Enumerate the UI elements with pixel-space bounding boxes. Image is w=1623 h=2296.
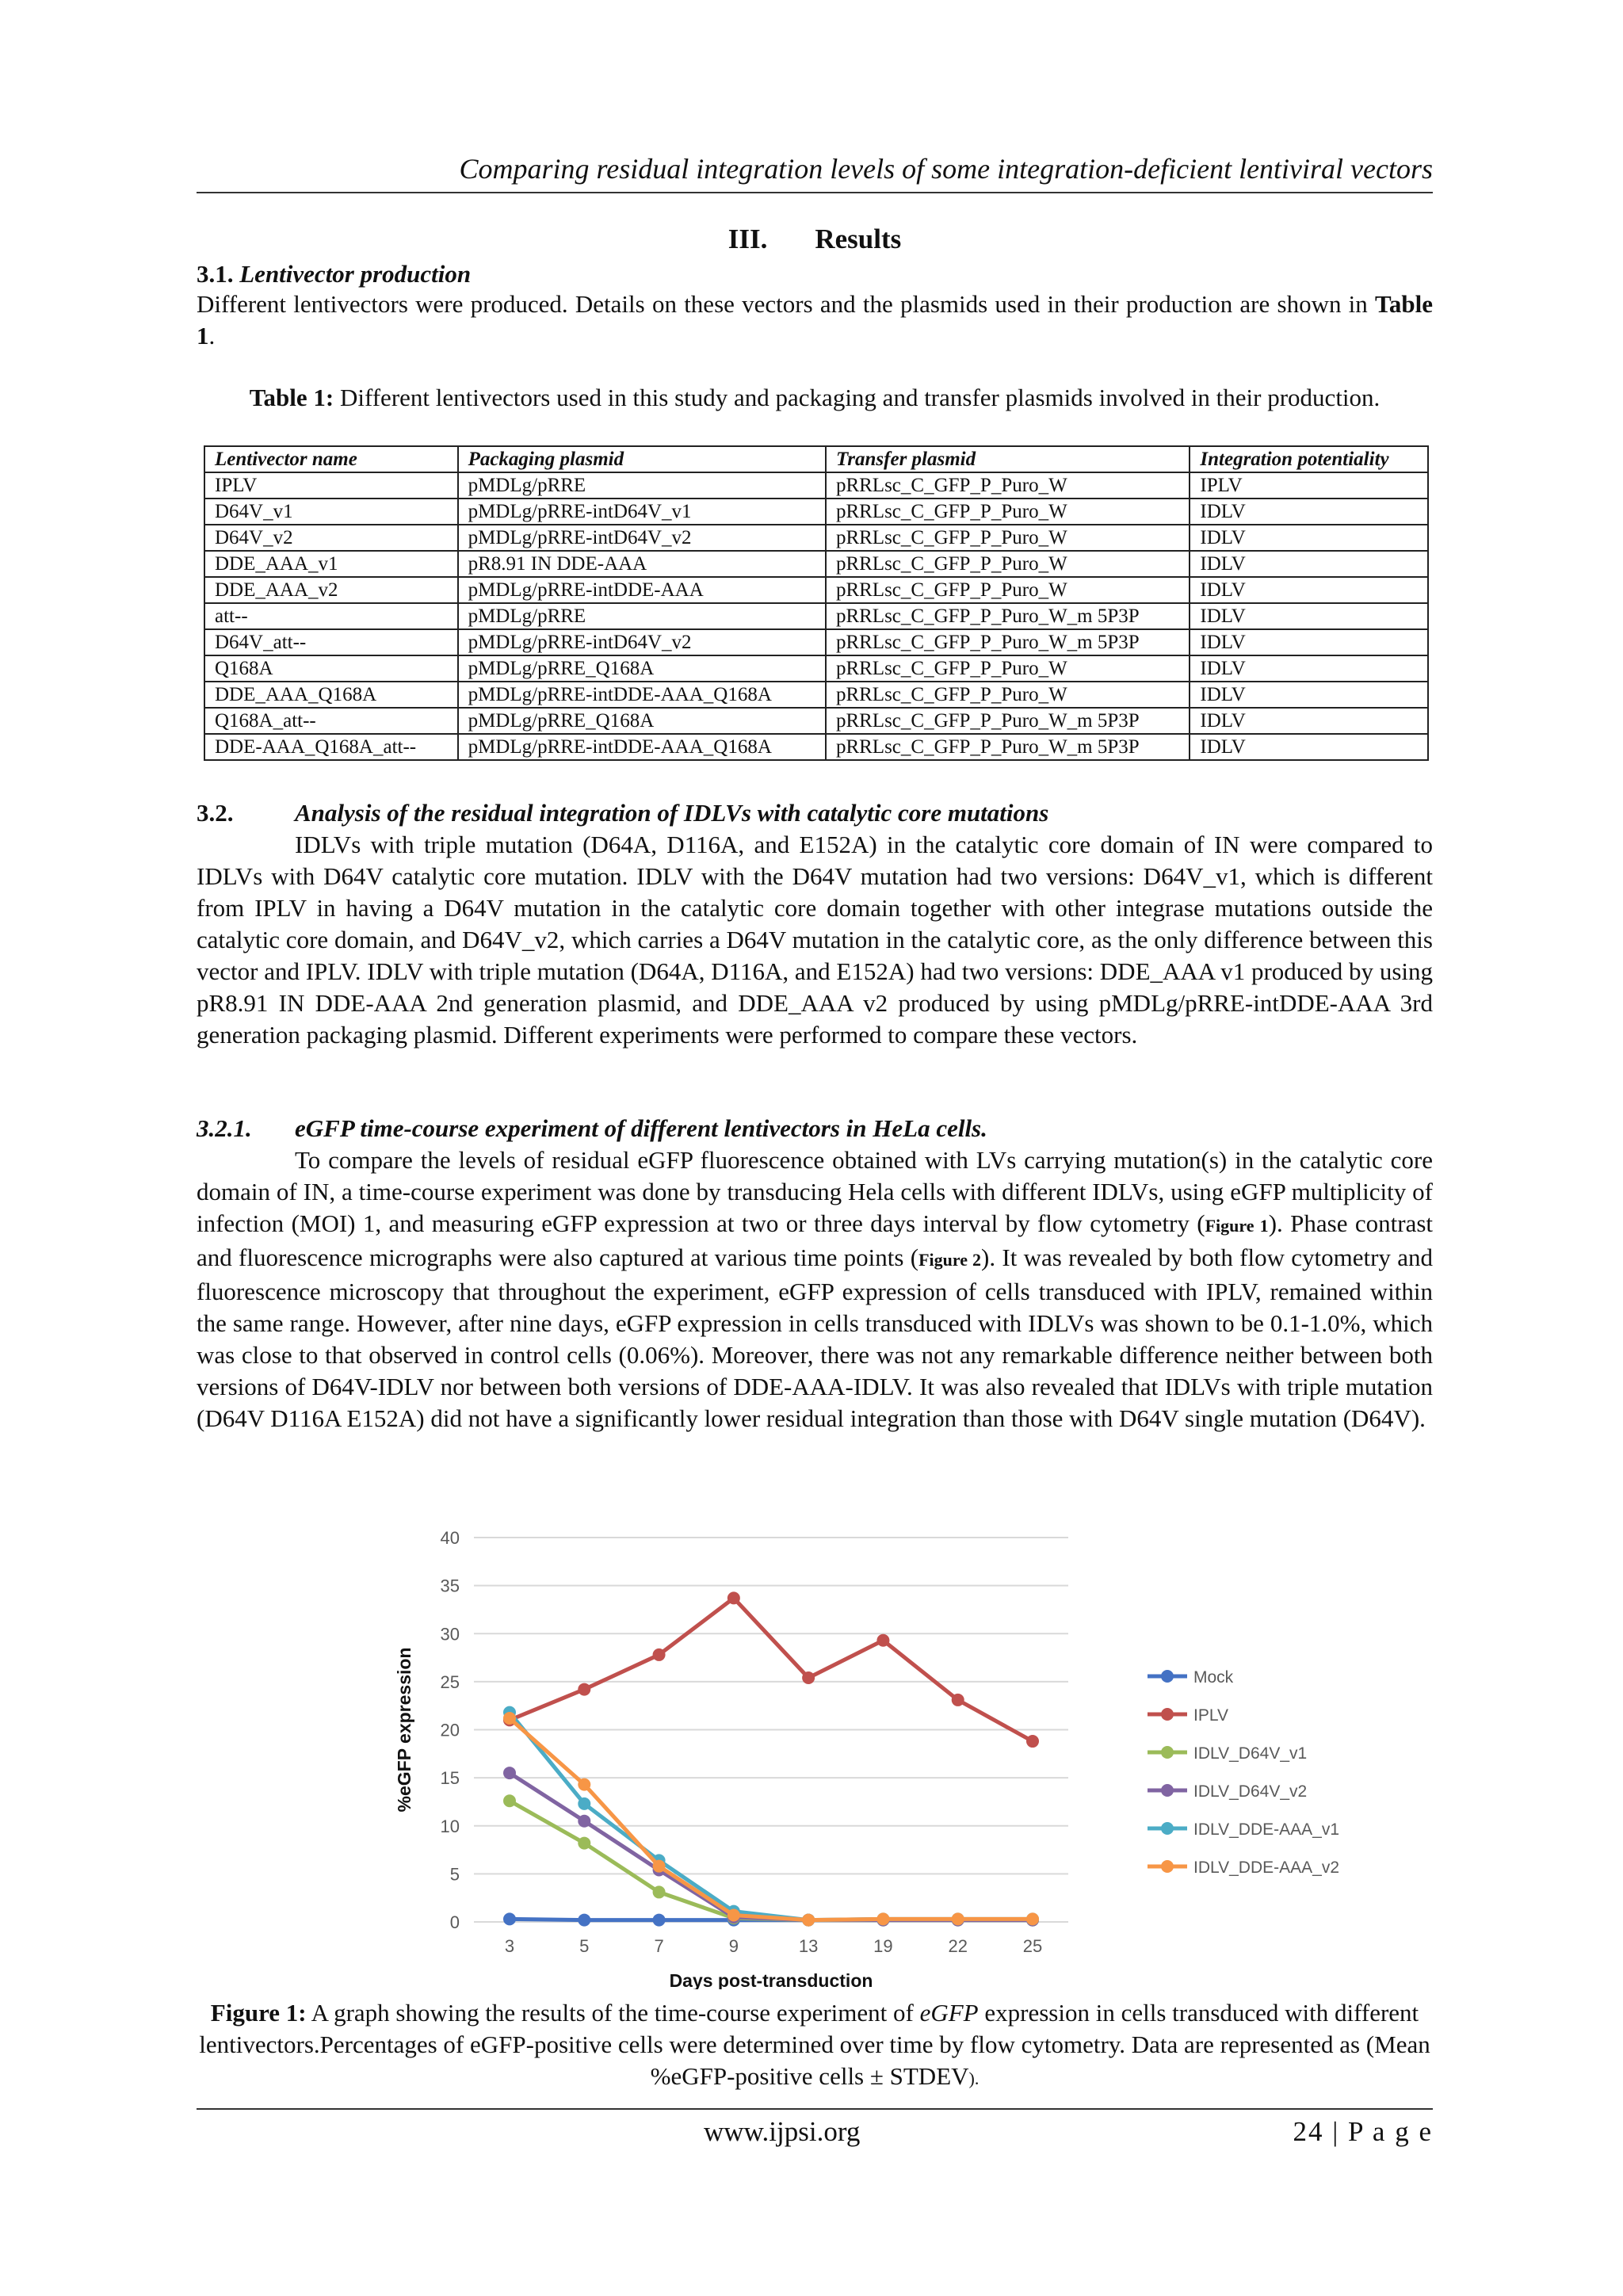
table-cell: pMDLg/pRRE-intDDE-AAA_Q168A (458, 734, 826, 760)
data-point (578, 1815, 590, 1828)
table-cell: pRRLsc_C_GFP_P_Puro_W_m 5P3P (826, 734, 1190, 760)
table-cell: pR8.91 IN DDE-AAA (458, 551, 826, 577)
legend-label: IDLV_DDE-AAA_v1 (1193, 1820, 1340, 1839)
caption-text: ). (968, 2069, 980, 2088)
table-cell: IDLV (1190, 629, 1428, 655)
section-number: III. (727, 223, 768, 254)
table-cell: IPLV (1190, 472, 1428, 499)
paragraph-3-1 (197, 288, 1433, 352)
table-cell: IDLV (1190, 525, 1428, 551)
table-cell: pRRLsc_C_GFP_P_Puro_W_m 5P3P (826, 629, 1190, 655)
table-header-cell: Integration potentiality (1190, 446, 1428, 472)
x-tick-label: 3 (504, 1936, 515, 1956)
data-point (653, 1648, 666, 1661)
series-idlv_d64v_v1 (503, 1794, 1039, 1926)
table-cell: IPLV (204, 472, 458, 499)
caption-italic: eGFP (919, 1999, 979, 2027)
y-axis-label: %eGFP expression (394, 1647, 414, 1813)
table-cell: IDLV (1190, 499, 1428, 525)
table-caption (197, 382, 1433, 414)
table-row (204, 629, 1428, 655)
data-point (1026, 1735, 1039, 1748)
data-point (653, 1860, 666, 1873)
table-cell: pMDLg/pRRE_Q168A (458, 708, 826, 734)
paragraph-3-2: IDLVs with triple mutation (D64A, D116A, and E152A) in the catalytic core domain of IN were compared to IDLVs with D64V catalytic core mutation. IDLV with the D64V mutation had two versions: D64V_v1, which is different from IPLV in having a D64V mutation in the catalytic core domain together with other integrase mutations outside the catalytic core domain, and D64V_v2, which carries a D64V mutation in the catalytic core, as the only difference between this vector and IPLV. IDLV with triple mutation (D64A, D116A, and E152A) had two versions: DDE_AAA v1 produced by using pR8.91 IN DDE-AAA 2nd generation plasmid, and DDE_AAA v2 produced by using pMDLg/pRRE-intDDE-AAA 3rd generation packaging plasmid. Different experiments were performed to compare these vectors. (197, 831, 1433, 1049)
table-cell: pRRLsc_C_GFP_P_Puro_W (826, 499, 1190, 525)
table-cell: IDLV (1190, 551, 1428, 577)
table-header-row (204, 446, 1428, 472)
data-point (802, 1914, 815, 1927)
table-row (204, 499, 1428, 525)
caption-text: expression in cells transduced with different lentivectors.Percentages of eGFP-positive cells were determined over time by flow cytometry. Data are represented as (Mean %eGFP-positive cells ± STDEV (199, 1999, 1430, 2090)
table-cell: D64V_v2 (204, 525, 458, 551)
table-cell: pRRLsc_C_GFP_P_Puro_W (826, 525, 1190, 551)
table-cell: D64V_v1 (204, 499, 458, 525)
data-point (578, 1683, 590, 1696)
figure-1-reference: Figure 1 (1205, 1216, 1269, 1236)
table-cell: pRRLsc_C_GFP_P_Puro_W (826, 655, 1190, 682)
table-reference: Table 1 (197, 290, 1433, 350)
table-cell: DDE-AAA_Q168A_att-- (204, 734, 458, 760)
legend-label: IDLV_D64V_v2 (1193, 1782, 1308, 1801)
footer-website[interactable]: www.ijpsi.org (704, 2116, 861, 2147)
header-rule (197, 192, 1433, 193)
subsection-3-2-1-heading (197, 1113, 1433, 1144)
paragraph-text: . (208, 322, 216, 350)
data-point (503, 1712, 516, 1725)
table-cell: IDLV (1190, 603, 1428, 629)
table-cell: DDE_AAA_v2 (204, 577, 458, 603)
series-iplv (503, 1591, 1039, 1748)
paragraph-3-2-1 (197, 1144, 1433, 1435)
legend-label: Mock (1193, 1668, 1234, 1687)
paragraph-text: Different lentivectors were produced. Details on these vectors and the plasmids used in their production are shown in (197, 290, 1376, 318)
data-point (876, 1912, 889, 1925)
table-row (204, 734, 1428, 760)
table-cell: pRRLsc_C_GFP_P_Puro_W_m 5P3P (826, 708, 1190, 734)
x-tick-label: 22 (948, 1936, 968, 1956)
table-cell: D64V_att-- (204, 629, 458, 655)
data-point (578, 1797, 590, 1810)
legend-label: IDLV_DDE-AAA_v2 (1193, 1859, 1340, 1877)
subsection-number: 3.2.1. (197, 1114, 252, 1142)
table-row (204, 472, 1428, 499)
y-tick-label: 20 (440, 1720, 460, 1740)
figure-label: Figure 1: (210, 1999, 307, 2027)
legend-swatch-marker (1161, 1670, 1174, 1683)
data-point (578, 1778, 590, 1791)
y-tick-label: 15 (440, 1768, 460, 1789)
data-point (727, 1909, 740, 1922)
x-axis-label: Days post-transduction (669, 1970, 873, 1989)
data-point (578, 1837, 590, 1850)
table-row (204, 655, 1428, 682)
legend-label: IDLV_D64V_v1 (1193, 1744, 1308, 1763)
table-cell: pMDLg/pRRE_Q168A (458, 655, 826, 682)
paragraph-text: ). It was revealed by both flow cytometry and fluorescence microscopy that throughout the experiment, eGFP expression of cells transduced with IPLV, remained within the same range. However, after nine days, eGFP expression in cells transduced with IDLVs was shown to be 0.1-1.0%, which was close to that observed in control cells (0.06%). Moreover, there was not any remarkable difference neither between both versions of D64V-IDLV nor between both versions of DDE-AAA-IDLV. It was also revealed that IDLVs with triple mutation (D64V D116A E152A) did not have a significantly lower residual integration than those with D64V single mutation (D64V). (197, 1244, 1433, 1432)
data-point (1026, 1912, 1039, 1925)
table-cell: pRRLsc_C_GFP_P_Puro_W_m 5P3P (826, 603, 1190, 629)
table-caption-text: Different lentivectors used in this study and packaging and transfer plasmids involved in their production. (334, 384, 1381, 411)
data-point (727, 1591, 740, 1604)
data-point (578, 1914, 590, 1927)
table-header-cell: Packaging plasmid (458, 446, 826, 472)
y-tick-label: 10 (440, 1816, 460, 1836)
table-cell: pMDLg/pRRE (458, 603, 826, 629)
y-tick-label: 25 (440, 1671, 460, 1692)
legend-swatch-marker (1161, 1784, 1174, 1797)
table-cell: IDLV (1190, 708, 1428, 734)
y-tick-label: 0 (449, 1912, 460, 1932)
table-cell: pRRLsc_C_GFP_P_Puro_W (826, 551, 1190, 577)
table-header-cell: Lentivector name (204, 446, 458, 472)
footer-rule (197, 2108, 1433, 2110)
figure-1-chart (355, 1514, 1480, 1989)
section-title: Results (815, 223, 902, 254)
x-tick-label: 19 (873, 1936, 893, 1956)
figure-2-reference: Figure 2 (918, 1250, 982, 1270)
table-header-cell: Transfer plasmid (826, 446, 1190, 472)
table-cell: pRRLsc_C_GFP_P_Puro_W (826, 577, 1190, 603)
table-cell: Q168A (204, 655, 458, 682)
section-heading (197, 223, 1433, 255)
data-point (876, 1634, 889, 1647)
table-row (204, 603, 1428, 629)
footer-page-number: 24 | P a g e (1293, 2116, 1433, 2147)
data-point (952, 1912, 964, 1925)
figure-1-caption (197, 1997, 1433, 2095)
table-cell: DDE_AAA_Q168A (204, 682, 458, 708)
data-point (503, 1794, 516, 1807)
subsection-number: 3.1. (197, 260, 234, 288)
legend-entry (1148, 1859, 1339, 1877)
series-line (510, 1598, 1033, 1741)
running-header: Comparing residual integration levels of some integration-deficient lentiviral vectors (459, 153, 1433, 185)
table-row (204, 551, 1428, 577)
legend-swatch-marker (1161, 1746, 1174, 1759)
table-cell: pMDLg/pRRE-intD64V_v2 (458, 525, 826, 551)
table-cell: Q168A_att-- (204, 708, 458, 734)
y-tick-label: 35 (440, 1576, 460, 1596)
data-point (503, 1767, 516, 1779)
data-point (653, 1914, 666, 1927)
x-tick-label: 25 (1022, 1936, 1043, 1956)
table-cell: IDLV (1190, 734, 1428, 760)
table-row (204, 682, 1428, 708)
table-row (204, 708, 1428, 734)
table-cell: IDLV (1190, 577, 1428, 603)
legend-entry (1148, 1744, 1307, 1763)
data-point (952, 1694, 964, 1706)
table-cell: DDE_AAA_v1 (204, 551, 458, 577)
legend-swatch-marker (1161, 1822, 1174, 1835)
table-cell: pMDLg/pRRE-intD64V_v2 (458, 629, 826, 655)
paragraph-text: ). Phase contrast and fluorescence micrographs were also captured at various time points ( (197, 1209, 1434, 1271)
subsection-3-2-heading (197, 797, 1433, 829)
y-tick-label: 40 (440, 1528, 460, 1548)
paragraph-text: To compare the levels of residual eGFP fluorescence obtained with LVs carrying mutation(s) in the catalytic core domain of IN, a time-course experiment was done by transducing Hela cells with different IDLVs, using eGFP multiplicity of infection (MOI) 1, and measuring eGFP expression at two or three days interval by flow cytometry ( (197, 1146, 1433, 1237)
table-cell: pMDLg/pRRE-intDDE-AAA_Q168A (458, 682, 826, 708)
table-cell: att-- (204, 603, 458, 629)
subsection-title: eGFP time-course experiment of different lentivectors in HeLa cells. (295, 1114, 987, 1142)
subsection-title: Analysis of the residual integration of IDLVs with catalytic core mutations (295, 799, 1049, 827)
y-tick-label: 30 (440, 1624, 460, 1645)
legend-entry (1148, 1782, 1307, 1801)
table-cell: pRRLsc_C_GFP_P_Puro_W (826, 472, 1190, 499)
table-cell: pRRLsc_C_GFP_P_Puro_W (826, 682, 1190, 708)
x-tick-label: 5 (579, 1936, 590, 1956)
data-point (503, 1912, 516, 1925)
x-tick-label: 13 (798, 1936, 819, 1956)
lentivector-table (204, 445, 1429, 761)
subsection-title: Lentivector production (239, 260, 472, 288)
subsection-number: 3.2. (197, 799, 234, 827)
table-cell: pMDLg/pRRE-intDDE-AAA (458, 577, 826, 603)
subsection-3-1-heading (197, 258, 1433, 290)
line-chart (355, 1514, 1480, 1989)
x-tick-label: 9 (728, 1936, 739, 1956)
table-cell: pMDLg/pRRE-intD64V_v1 (458, 499, 826, 525)
table-cell: IDLV (1190, 655, 1428, 682)
legend-swatch-marker (1161, 1860, 1174, 1873)
x-tick-label: 7 (654, 1936, 664, 1956)
legend-swatch-marker (1161, 1708, 1174, 1721)
data-point (653, 1885, 666, 1898)
legend-entry (1148, 1706, 1228, 1725)
table-row (204, 577, 1428, 603)
legend-entry (1148, 1820, 1339, 1839)
table-cell: pMDLg/pRRE (458, 472, 826, 499)
caption-text: A graph showing the results of the time-course experiment of (306, 1999, 920, 2027)
legend-label: IPLV (1193, 1706, 1228, 1725)
table-row (204, 525, 1428, 551)
table-label: Table 1: (249, 384, 334, 411)
y-tick-label: 5 (449, 1864, 460, 1885)
legend-entry (1148, 1668, 1234, 1687)
data-point (802, 1671, 815, 1684)
table-cell: IDLV (1190, 682, 1428, 708)
